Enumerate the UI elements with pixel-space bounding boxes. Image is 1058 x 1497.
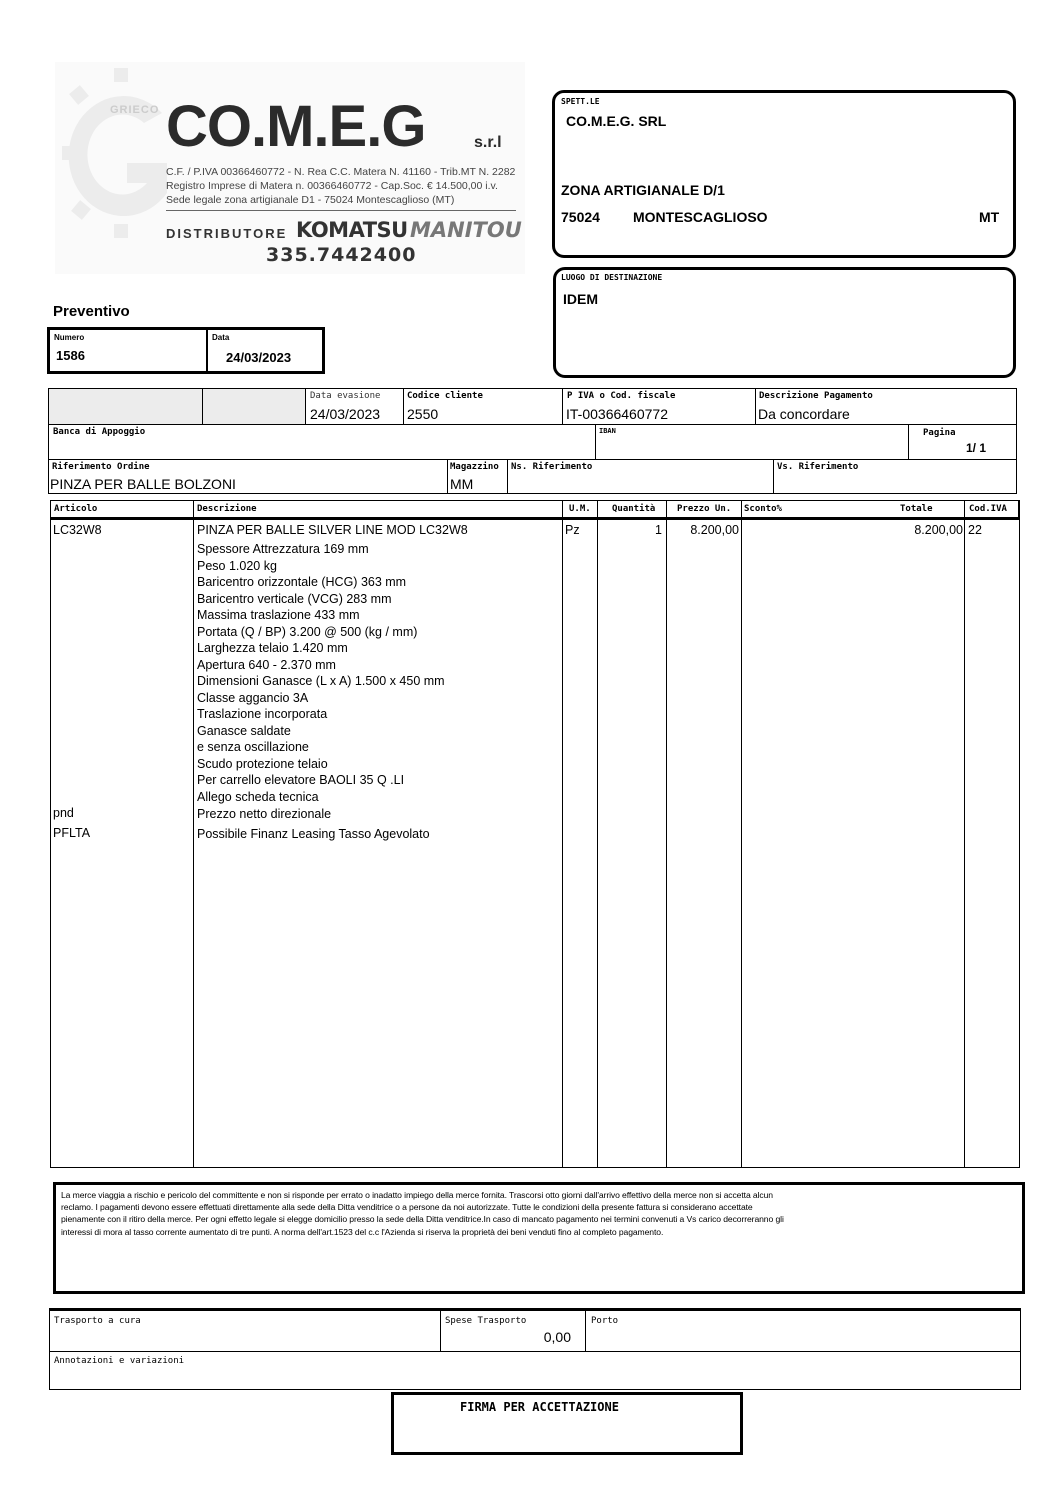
cell-descrizione: PINZA PER BALLE SILVER LINE MOD LC32W8	[197, 523, 468, 537]
extra-code: pnd	[53, 806, 74, 820]
divider	[447, 459, 448, 494]
divider	[507, 459, 508, 494]
col-cod-iva: Cod.IVA	[969, 504, 1007, 514]
vs-riferimento-label: Vs. Riferimento	[777, 462, 859, 472]
divider	[48, 424, 1017, 425]
description-line: e senza oscillazione	[197, 740, 309, 754]
cell-quantita: 1	[655, 523, 662, 537]
extra-code: PFLTA	[53, 826, 91, 840]
document-date: 24/03/2023	[226, 350, 292, 365]
ns-riferimento-label: Ns. Riferimento	[511, 462, 593, 472]
destination-value: IDEM	[563, 291, 598, 307]
spese-trasporto-value: 0,00	[543, 1329, 571, 1345]
divider	[908, 424, 909, 459]
col-descrizione: Descrizione	[197, 504, 257, 514]
divider	[403, 388, 404, 424]
description-line: Larghezza telaio 1.420 mm	[197, 641, 348, 655]
rif-ordine-label: Riferimento Ordine	[52, 462, 150, 472]
divider	[50, 1351, 1020, 1352]
codice-cliente-label: Codice cliente	[407, 391, 483, 401]
recipient-address: ZONA ARTIGIANALE D/1	[561, 182, 725, 198]
recipient-label: SPETT.LE	[561, 97, 600, 106]
description-line: Peso 1.020 kg	[197, 558, 277, 573]
piva-value: IT-00366460772	[566, 406, 668, 422]
data-evasione-label: Data evasione	[310, 391, 381, 401]
description-line: Possibile Finanz Leasing Tasso Agevolato	[197, 827, 430, 841]
banca-label: Banca di Appoggio	[53, 427, 146, 437]
logo-phone: 335.7442400	[266, 244, 417, 266]
data-evasione-value: 24/03/2023	[310, 406, 381, 422]
cell-um: Pz	[565, 523, 580, 537]
description-line: Dimensioni Ganasce (L x A) 1.500 x 450 mm	[197, 674, 445, 688]
terms-line: pienamente con il ritiro della merce. Per ogni effetto legale si elegge domicilio presso la sede della Ditta venditrice.In caso di mancato pagamento nei termini convenuti a Vs carico decorreranno gli	[61, 1214, 784, 1225]
magazzino-value: MM	[450, 476, 474, 492]
description-line: Per carrello elevatore BAOLI 35 Q .LI	[197, 773, 405, 787]
destination-label: LUOGO DI DESTINAZIONE	[561, 273, 663, 282]
logo-info-line: C.F. / P.IVA 00366460772 - N. Rea C.C. Matera N. 41160 - Trib.MT N. 2282	[166, 166, 516, 178]
cell-prezzo: 8.200,00	[690, 523, 739, 537]
recipient-province: MT	[979, 209, 1000, 225]
description-line: Scudo protezione telaio	[197, 756, 328, 771]
shaded-cell	[49, 389, 305, 424]
pagamento-label: Descrizione Pagamento	[759, 391, 873, 401]
magazzino-label: Magazzino	[450, 462, 499, 472]
col-quantita: Quantità	[612, 504, 656, 514]
spese-trasporto-label: Spese Trasporto	[445, 1316, 527, 1326]
cell-articolo: LC32W8	[53, 523, 102, 537]
col-prezzo: Prezzo Un.	[677, 504, 732, 514]
description-line: Baricentro verticale (VCG) 283 mm	[197, 591, 392, 606]
logo-watermark-text: GRIECO	[110, 104, 160, 116]
divider	[597, 500, 598, 1168]
terms-line: La merce viaggia a rischio e pericolo del committente e non si risponde per errato o inadatto impiego della merce fornita. Trascorsi otto giorni dall'arrivo effettivo della merce non si accetta alcun	[61, 1190, 773, 1200]
terms-line: reclamo. I pagamenti devono essere effettuati direttamente alla sede della Ditta venditrice o a persone da noi autorizzate. Tutte le condizioni della presente fattura si considerano accettate	[61, 1202, 753, 1213]
signature-box	[391, 1392, 743, 1455]
document-number-box	[47, 327, 325, 374]
logo-info-line: Registro Imprese di Matera n. 00366460772 - Cap.Soc. € 14.500,00 i.v.	[166, 180, 498, 192]
divider	[1019, 500, 1020, 1168]
recipient-box	[552, 90, 1016, 258]
porto-label: Porto	[591, 1316, 619, 1326]
description-line: Prezzo netto direzionale	[197, 807, 332, 821]
divider	[595, 424, 596, 459]
iban-label: IBAN	[599, 427, 616, 435]
description-line: Portata (Q / BP) 3.200 @ 500 (kg / mm)	[197, 624, 418, 639]
logo-info-line: Sede legale zona artigianale D1 - 75024 Montescaglioso (MT)	[166, 194, 455, 206]
cell-cod-iva: 22	[968, 523, 982, 537]
description-line: Ganasce saldate	[197, 723, 291, 738]
logo-distributor-label: DISTRIBUTORE	[166, 226, 288, 241]
divider	[202, 388, 203, 424]
divider	[305, 388, 306, 424]
cell-totale: 8.200,00	[914, 523, 963, 537]
recipient-cap: 75024	[561, 209, 600, 225]
col-um: U.M.	[569, 504, 591, 514]
rif-ordine-value: PINZA PER BALLE BOLZONI	[50, 476, 236, 492]
divider	[964, 500, 965, 1168]
document-title: Preventivo	[53, 303, 130, 320]
description-line: Baricentro orizzontale (HCG) 363 mm	[197, 575, 407, 589]
logo-divider	[166, 210, 516, 211]
divider	[440, 1311, 441, 1351]
divider	[193, 500, 194, 1168]
col-articolo: Articolo	[54, 504, 98, 514]
divider	[755, 388, 756, 424]
col-sconto: Sconto%	[744, 504, 782, 514]
description-line: Massima traslazione 433 mm	[197, 608, 360, 622]
divider	[562, 500, 563, 1168]
signature-label: FIRMA PER ACCETTAZIONE	[460, 1400, 619, 1414]
divider	[741, 500, 742, 1168]
divider	[562, 388, 563, 424]
col-totale: Totale	[900, 504, 933, 514]
description-line: Apertura 640 - 2.370 mm	[197, 657, 336, 672]
logo-brand-komatsu: KOMATSU	[296, 218, 408, 242]
document-date-label: Data	[212, 333, 230, 342]
pagina-value: 1/ 1	[966, 441, 987, 455]
gear-g-watermark-icon	[62, 68, 182, 238]
description-line: Classe aggancio 3A	[197, 690, 309, 705]
divider	[50, 500, 51, 1168]
items-table-header	[50, 500, 1019, 520]
divider	[206, 330, 208, 371]
document-number: 1586	[56, 348, 85, 363]
terms-conditions-box	[53, 1182, 1025, 1294]
divider	[773, 459, 774, 494]
document-number-label: Numero	[54, 333, 85, 342]
description-line: Allego scheda tecnica	[197, 789, 319, 804]
pagamento-value: Da concordare	[758, 406, 850, 422]
logo-company-suffix: s.r.l	[474, 134, 502, 151]
recipient-name: CO.M.E.G. SRL	[566, 113, 667, 129]
divider	[48, 459, 1017, 460]
items-table-bottom	[50, 1167, 1020, 1168]
description-line: Spessore Attrezzatura 169 mm	[197, 542, 369, 556]
codice-cliente-value: 2550	[407, 406, 439, 422]
logo-brand-manitou: MANITOU	[410, 218, 522, 242]
annotazioni-label: Annotazioni e variazioni	[54, 1356, 185, 1366]
destination-box	[553, 267, 1016, 378]
transport-notes-box	[49, 1308, 1021, 1390]
terms-line: interessi di mora al tasso corrente aumentato di tre punti. A norma dell'art.1523 del c.c l'Azienda si riserva la proprietà dei beni venduti fino al completo pagamento.	[61, 1226, 664, 1237]
piva-label: P IVA o Cod. fiscale	[567, 391, 676, 401]
logo-company-name: CO.M.E.G	[166, 94, 426, 159]
divider	[585, 1311, 586, 1351]
pagina-label: Pagina	[923, 428, 956, 438]
trasporto-label: Trasporto a cura	[54, 1316, 141, 1326]
description-line: Traslazione incorporata	[197, 707, 328, 721]
divider	[666, 500, 667, 1168]
recipient-city: MONTESCAGLIOSO	[633, 209, 768, 225]
